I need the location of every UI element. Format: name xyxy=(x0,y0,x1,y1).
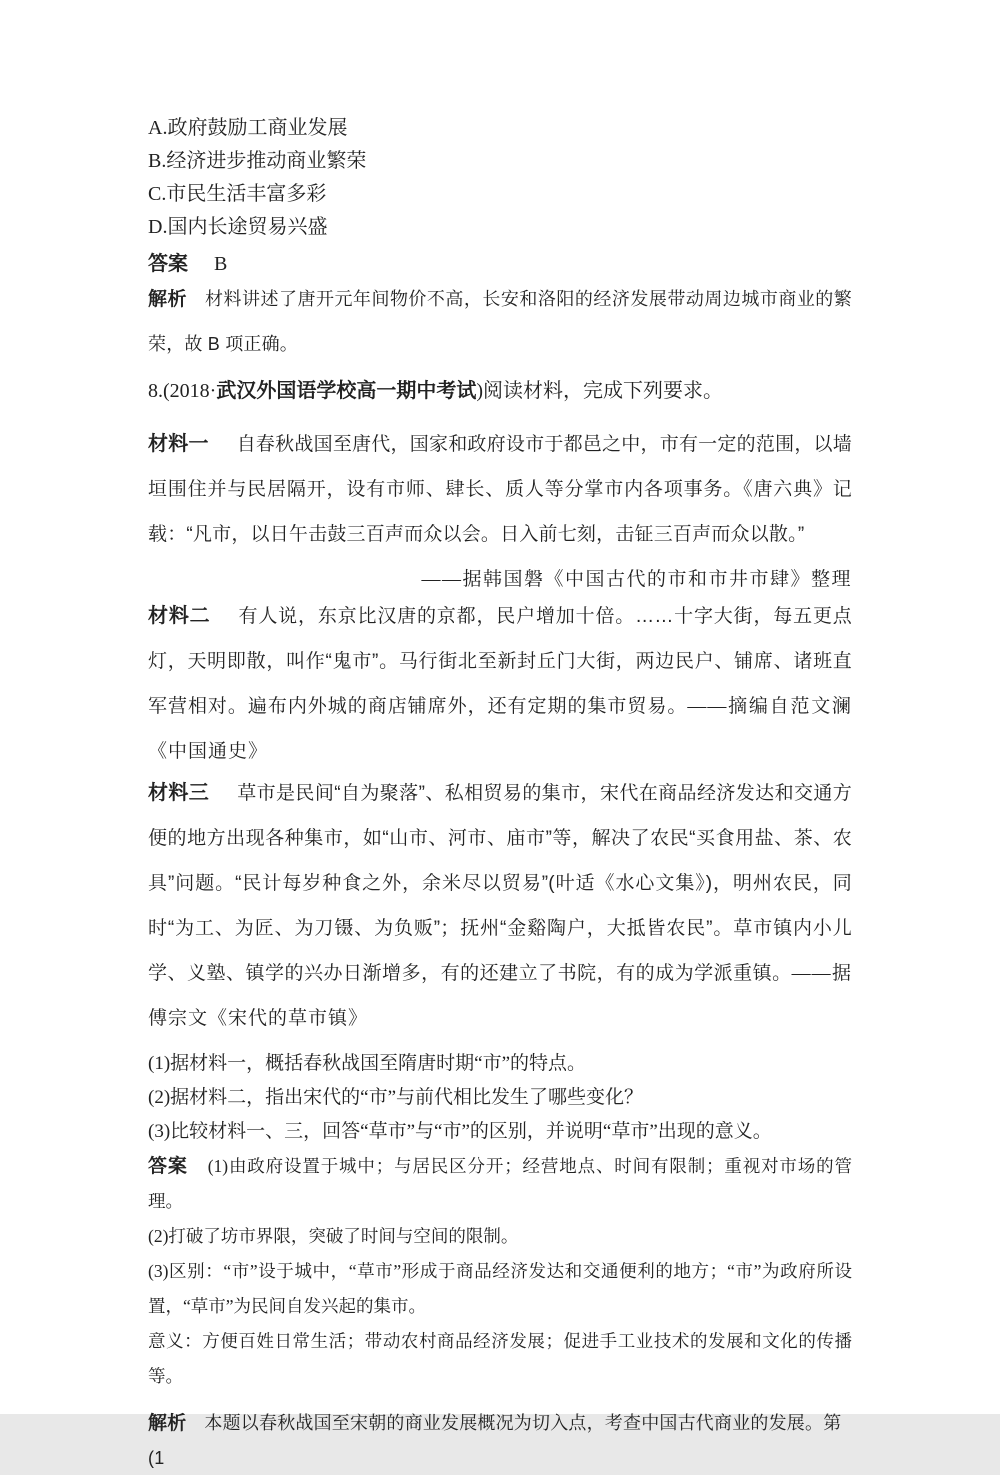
material-three-paragraph xyxy=(148,771,852,1041)
answer-paragraph-q8-1 xyxy=(148,1149,852,1219)
answer-label-q8: 答案 xyxy=(148,1156,188,1177)
option-text-d: 国内长途贸易兴盛 xyxy=(167,216,328,238)
material-two-text: 有人说，东京比汉唐的京都，民户增加十倍。……十字大街，每五更点灯，天明即散，叫作“鬼市”。马行街北至新封丘门大街，两边民户、铺席、诸班直军营相对。遍布内外城的商店铺席外，还有定期的集市贸易。 xyxy=(148,606,852,717)
material-one-label: 材料一 xyxy=(148,433,209,455)
material-three-attribution: ——据傅宗文《宋代的草市镇》 xyxy=(148,963,852,1029)
option-text-c: 市民生活丰富多彩 xyxy=(166,183,327,205)
analysis-label-q8: 解析 xyxy=(148,1413,187,1434)
sub-question-3: (3)比较材料一、三，回答“草市”与“市”的区别，并说明“草市”出现的意义。 xyxy=(148,1121,772,1142)
answer-text-q8-1: (1)由政府设置于城中；与居民区分开；经营地点、时间有限制；重视对市场的管理。 xyxy=(148,1156,852,1211)
question8-number-prefix: 8.(2018· xyxy=(148,380,217,402)
material-one-text: 自春秋战国至唐代，国家和政府设市于都邑之中，市有一定的范围，以墙垣围住并与民居隔开，设有市师、肆长、质人等分掌市内各项事务。《唐六典》记载：“凡市，以日午击鼓三百声而众以会。日入前七刻，击钲三百声而众以散。” xyxy=(148,434,852,545)
option-line-a xyxy=(148,112,852,145)
answer-line-q7 xyxy=(148,247,852,281)
answer-paragraph-q8-4: 意义：方便百姓日常生活；带动农村商品经济发展；促进手工业技术的发展和文化的传播等。 xyxy=(148,1331,852,1386)
material-three-label: 材料三 xyxy=(148,782,210,804)
question8-stem-suffix: )阅读材料，完成下列要求。 xyxy=(476,380,723,402)
analysis-paragraph-q7 xyxy=(148,277,852,366)
answer-value-q7: B xyxy=(214,253,228,275)
material-two-paragraph xyxy=(148,594,852,774)
option-line-c xyxy=(148,178,852,211)
option-key-a: A. xyxy=(148,117,168,139)
analysis-paragraph-q8 xyxy=(148,1406,852,1475)
material-two-attribution: ——摘编自范文澜《中国通史》 xyxy=(148,696,852,762)
question8-exam-source: 武汉外国语学校高一期中考试 xyxy=(216,380,477,402)
answer-paragraph-q8-3: (3)区别：“市”设于城中，“草市”形成于商品经济发达和交通便利的地方；“市”为政府所设置，“草市”为民间自发兴起的集市。 xyxy=(148,1261,852,1316)
analysis-label-q7: 解析 xyxy=(148,289,187,310)
option-line-d xyxy=(148,211,852,244)
analysis-text-q7: 材料讲述了唐开元年间物价不高，长安和洛阳的经济发展带动周边城市商业的繁荣，故 B 项正确。 xyxy=(148,289,853,354)
sub-question-list xyxy=(148,1047,852,1149)
question8-stem xyxy=(148,374,852,408)
material-two-label: 材料二 xyxy=(148,605,211,627)
answer-paragraph-q8-2: (2)打破了坊市界限，突破了时间与空间的限制。 xyxy=(148,1226,519,1246)
option-key-c: C. xyxy=(148,183,167,205)
material-one-paragraph xyxy=(148,422,852,557)
sub-question-2: (2)据材料二，指出宋代的“市”与前代相比发生了哪些变化？ xyxy=(148,1087,644,1108)
sub-question-1: (1)据材料一，概括春秋战国至隋唐时期“市”的特点。 xyxy=(148,1053,587,1074)
option-text-a: 政府鼓励工商业发展 xyxy=(167,117,348,139)
option-key-d: D. xyxy=(148,216,168,238)
option-key-b: B. xyxy=(148,150,167,172)
material-one-attribution: ——据韩国磐《中国古代的市和市井市肆》整理 xyxy=(421,569,852,590)
option-text-b: 经济进步推动商业繁荣 xyxy=(166,150,367,172)
material-three-text: 草市是民间“自为聚落”、私相贸易的集市，宋代在商品经济发达和交通方便的地方出现各种集市，如“山市、河市、庙市”等，解决了农民“买食用盐、茶、农具”问题。“民计每岁种食之外，余米尽以贸易”(叶适《水心文集》)，明州农民，同时“为工、为匠、为刀镊、为负贩”；抚州“金谿陶户，大抵皆农民”。草市镇内小儿学、义塾、镇学的兴办日渐增多，有的还建立了书院，有的成为学派重镇。 xyxy=(148,783,852,984)
answer-label-q7: 答案 xyxy=(148,253,188,275)
analysis-text-q8: 本题以春秋战国至宋朝的商业发展概况为切入点，考查中国古代商业的发展。第(1 xyxy=(148,1413,842,1468)
option-line-b xyxy=(148,145,852,178)
